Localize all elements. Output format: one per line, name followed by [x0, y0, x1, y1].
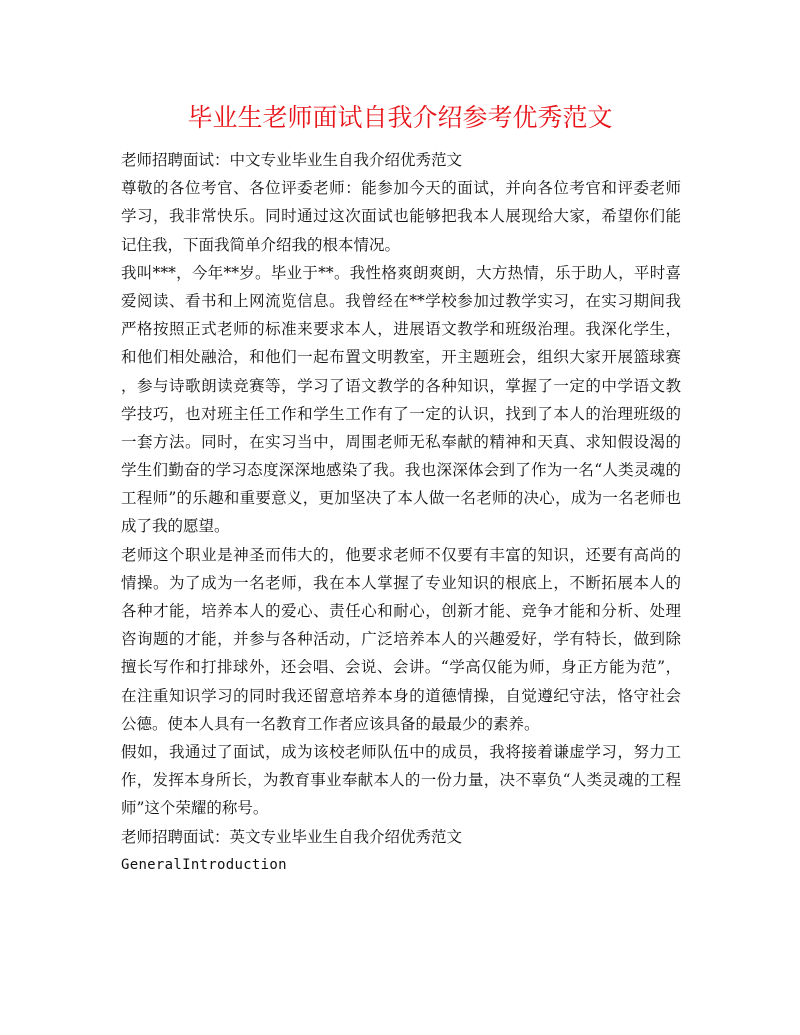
paragraph-line: 学生们勤奋的学习态度深深地感染了我。我也深深体会到了作为一名“人类灵魂的 — [121, 461, 681, 480]
section-heading-chinese: 老师招聘面试：中文专业毕业生自我介绍优秀范文 — [121, 151, 463, 169]
paragraph-line: 在注重知识学习的同时我还留意培养本身的道德情操，自觉遵纪守法，恪守社会 — [121, 686, 681, 705]
paragraph-line: 记住我，下面我简单介绍我的根本情况。 — [121, 235, 401, 254]
paragraph-line: ，参与诗歌朗读竞赛等，学习了语文教学的各种知识，掌握了一定的中学语文教 — [121, 376, 681, 395]
paragraph-line: 咨询题的才能，并参与各种活动，广泛培养本人的兴趣爱好，学有特长，做到除 — [121, 630, 681, 649]
paragraph-line: 成了我的愿望。 — [121, 517, 230, 536]
paragraph-line: 工程师”的乐趣和重要意义，更加坚决了本人做一名老师的决心，成为一名老师也 — [121, 489, 681, 508]
paragraph-line: 和他们相处融洽，和他们一起布置文明教室，开主题班会，组织大家开展篮球赛 — [121, 348, 681, 367]
paragraph-line: 老师这个职业是神圣而伟大的，他要求老师不仅要有丰富的知识，还要有高尚的 — [121, 545, 681, 564]
english-intro-label: GeneralIntroduction — [121, 856, 287, 873]
paragraph-line: 一套方法。同时，在实习当中，周围老师无私奉献的精神和天真、求知假设渴的 — [121, 432, 681, 451]
paragraph-line: 尊敬的各位考官、各位评委老师：能参加今天的面试，并向各位考官和评委老师 — [121, 179, 681, 198]
paragraph-line: 各种才能，培养本人的爱心、责任心和耐心，创新才能、竞争才能和分析、处理 — [121, 602, 681, 620]
paragraph-line: 假如，我通过了面试，成为该校老师队伍中的成员，我将接着谦虚学习，努力工 — [121, 742, 681, 761]
paragraph-line: 我叫***，今年**岁。毕业于**。我性格爽朗爽朗，大方热情，乐于助人，平时喜 — [121, 263, 681, 282]
section-heading-english: 老师招聘面试：英文专业毕业生自我介绍优秀范文 — [121, 827, 463, 846]
paragraph-line: 情操。为了成为一名老师，我在本人掌握了专业知识的根底上，不断拓展本人的 — [121, 573, 681, 592]
paragraph-line: 公德。使本人具有一名教育工作者应该具备的最最少的素养。 — [121, 714, 540, 733]
document-title: 毕业生老师面试自我介绍参考优秀范文 — [187, 103, 613, 132]
paragraph-line: 爱阅读、看书和上网流览信息。我曾经在**学校参加过教学实习，在实习期间我 — [121, 291, 681, 310]
paragraph-line: 师”这个荣耀的称号。 — [121, 799, 269, 818]
paragraph-line: 擅长写作和打排球外，还会唱、会说、会讲。“学高仅能为师，身正方能为范”， — [121, 658, 681, 677]
document-body — [121, 146, 681, 879]
paragraph-line: 作，发挥本身所长，为教育事业奉献本人的一份力量，决不辜负“人类灵魂的工程 — [121, 771, 681, 790]
paragraph-line: 学技巧，也对班主任工作和学生工作有了一定的认识，找到了本人的治理班级的 — [121, 404, 681, 423]
paragraph-line: 学习，我非常快乐。同时通过这次面试也能够把我本人展现给大家，希望你们能 — [121, 207, 681, 226]
paragraph-line: 严格按照正式老师的标准来要求本人，进展语文教学和班级治理。我深化学生， — [121, 320, 681, 339]
